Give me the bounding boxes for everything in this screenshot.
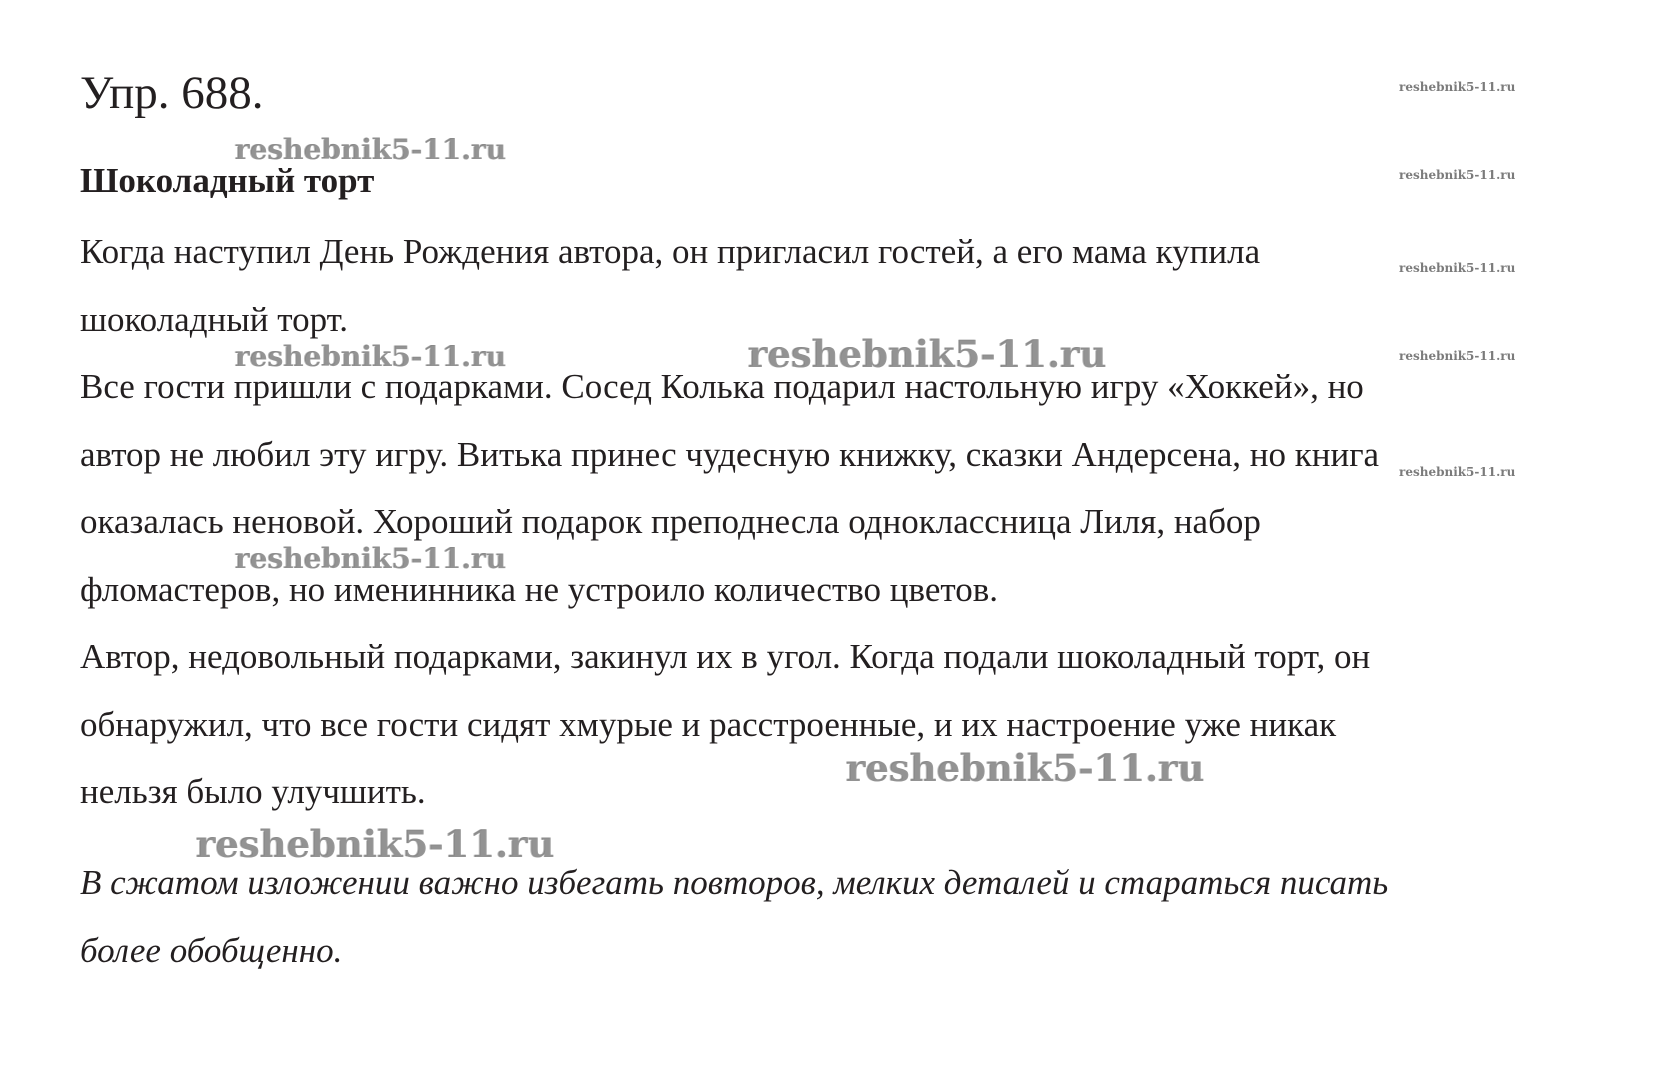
text-line: Когда наступил День Рождения автора, он пригласил гостей, а его мама купила [80,232,1261,271]
note-line: В сжатом изложении важно избегать повторов, мелких деталей и стараться писать [80,863,1389,902]
watermark: reshebnik5-11.ru [1399,80,1516,94]
watermark: reshebnik5-11.ru [1399,349,1516,363]
watermark: reshebnik5-11.ru [1399,465,1516,479]
text-line: оказалась неновой. Хороший подарок преподнесла одноклассница Лиля, набор [80,502,1261,541]
story-title: Шоколадный торт [80,161,375,200]
text-line: шоколадный торт. [80,299,349,339]
watermark: reshebnik5-11.ru [1399,168,1516,182]
watermark: reshebnik5-11.ru [235,542,507,575]
watermark: reshebnik5-11.ru [235,340,507,373]
watermark: reshebnik5-11.ru [235,133,507,166]
text-line: нельзя было улучшить. [80,772,426,811]
note-line: более обобщенно. [80,930,343,970]
story-paragraph-1 [80,218,1600,353]
story-paragraph-2 [80,353,1600,623]
text-line: Автор, недовольный подарками, закинул их в угол. Когда подали шоколадный торт, он [80,637,1371,676]
watermark: reshebnik5-11.ru [1399,261,1516,275]
text-line: автор не любил эту игру. Витька принес чудесную книжку, сказки Андерсена, но книга [80,434,1380,474]
watermark: reshebnik5-11.ru [196,822,555,866]
text-line: обнаружил, что все гости сидят хмурые и расстроенные, и их настроение уже никак [80,704,1337,744]
watermark: reshebnik5-11.ru [748,332,1107,376]
text-line: Все гости пришли с подарками. Сосед Колька подарил настольную игру «Хоккей», но [80,367,1364,406]
story-paragraph-3 [80,623,1600,826]
exercise-title: Упр. 688. [80,67,264,119]
text-line: фломастеров, но именинника не устроило количество цветов. [80,569,998,609]
watermark: reshebnik5-11.ru [846,746,1205,790]
summary-note [80,849,1600,984]
